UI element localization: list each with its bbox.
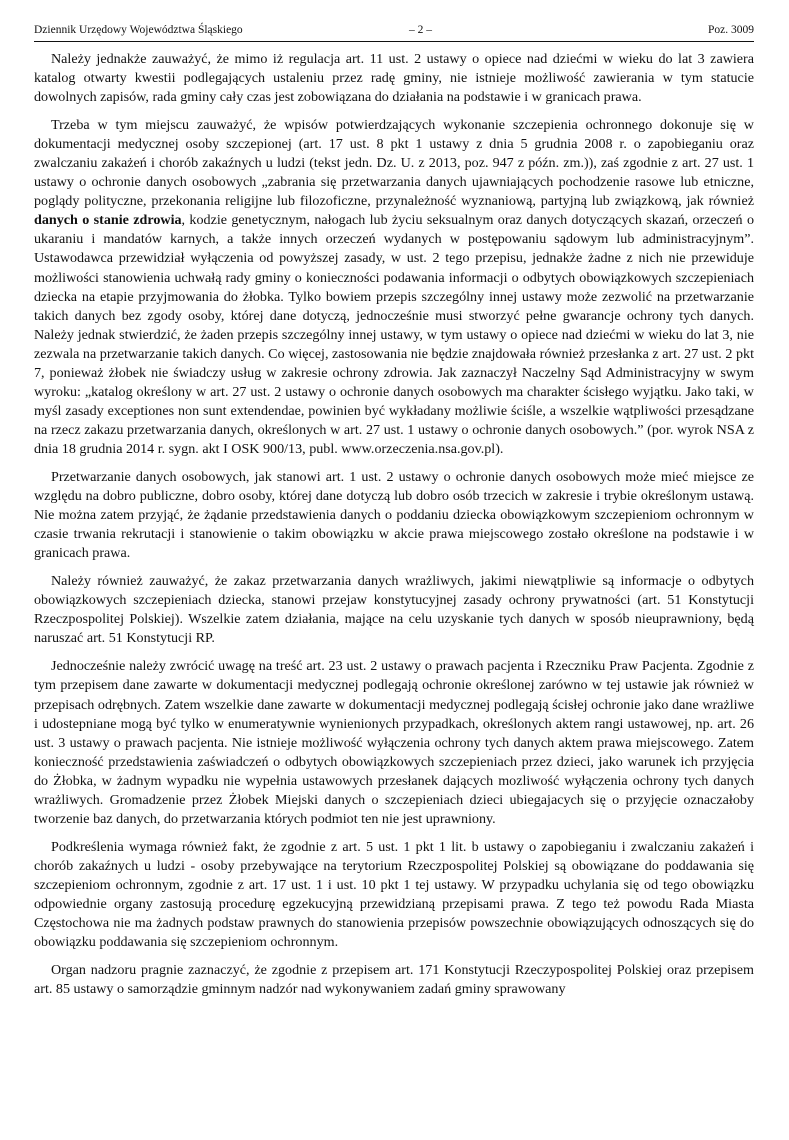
paragraph-5: Jednocześnie należy zwrócić uwagę na treść art. 23 ust. 2 ustawy o prawach pacjenta i Rzeczniku Praw Pacjenta. Zgodnie z tym przepisem dane zawarte w dokumentacji medycznej podlegają ochronie określonej zarówno w tej ustawie jak również w przepisach odrębnych. Zatem wszelkie dane zawarte w dokumentacji medycznej podlegają ścisłej ochronie jako dane wrażliwe i udostepniane mogą być tylko w enumeratywnie wynienionych przypadkach, określonych aktem rangi ustawowej, np. art. 26 ust. 3 ustawy o prawach pacjenta. Nie istnieje możliwość wyłączenia ochrony tych danych aktem prawa miejscowego. Zatem konieczność przedstawienia zaświadczeń o odbytych obowiązkowych szczepieniach przez dzieci, jako warunek ich przyjęcia do Żłobka, w żadnym wypadku nie wypełnia ustawowych przesłanek dających mozliwość wyłączenia ochrony tych danych wrażliwych. Gromadzenie przez Żłobek Miejski danych o szczepieniach dzieci ubiegajacych się o przyjęcie oznaczałoby tworzenie baz danych, do przetwarzania których podmiot ten nie jest uprawniony. — [34, 658, 754, 827]
paragraph-1: Należy jednakże zauważyć, że mimo iż regulacja art. 11 ust. 2 ustawy o opiece nad dziećmi w wieku do lat 3 zawiera katalog otwarty kwestii podlegających ustaleniu przez radę gminy, nie istnieje możliwość zawierania w tym statucie dowolnych zapisów, rada gminy cały czas jest zobowiązana do działania na podstawie i w granicach prawa. — [34, 51, 754, 106]
paragraph-3: Przetwarzanie danych osobowych, jak stanowi art. 1 ust. 2 ustawy o ochronie danych osobowych może mieć miejsce ze względu na dobro publiczne, dobro osoby, której dane dotyczą lub dobro osób trzecich w zakresie i trybie określonym ustawą. Nie można zatem przyjąć, że żądanie przedstawienia danych o poddaniu dziecka obowiązkowym szczepieniom ochronnym w czasie trwania rekrutacji i stanowienie o takim obowiązku w akcie prawa miejscowego zostało określone na podstawie i w granicach prawa. — [34, 468, 754, 562]
paragraph-2-part-2: , kodzie genetycznym, nałogach lub życiu seksualnym oraz danych dotyczących skazań, orzeczeń o ukaraniu i mandatów karnych, a także innych orzeczeń wydanych w postępowaniu sądowym lub administracyjnym”. Ustawodawca przewidział wyłączenia od powyższej zasady, w ust. 2 tego przepisu, jednakże żadne z nich nie przewiduje możliwości stanowienia uchwałą rady gminy o konieczności podawania informacji o odbytych obowiązkowych szczepieniach dziecka na etapie przyjmowania do żłobka. Tylko bowiem przepis szczególny innej ustawy może zezwolić na przetwarzanie takich danych bez zgody osoby, której dane dotyczą, jednocześnie musi stworzyć pełne gwarancje ochrony tych danych. Należy jednak stwierdzić, że żaden przepis szczególny innej ustawy, w tym ustawy o opiece nad dziećmi w wieku do lat 3, nie zezwala na przetwarzanie takich danych. Co więcej, zastosowania nie będzie znajdowała również przesłanka z art. 27 ust. 2 pkt 7, ponieważ żłobek nie świadczy usług w zakresie ochrony zdrowia. Jak zaznaczył Naczelny Sąd Administracyjny w swym wyroku: „katalog określony w art. 27 ust. 2 ustawy o ochronie danych osobowych ma charakter ścisłego wyjątku. Jako taki, w myśl zasady exceptiones non sunt extendendae, powinien być wykładany możliwie ściśle, a wszelkie wątpliwości przesądzane na rzecz zakazu przetwarzania danych, określonych w art. 27 ust. 1 ustawy o ochronie danych osobowych.” (por. wyrok NSA z dnia 18 grudnia 2014 r. sygn. akt I OSK 900/13, publ. www.orzeczenia.nsa.gov.pl). — [34, 212, 754, 457]
page-header — [34, 21, 754, 42]
page-number: – 2 – — [409, 24, 432, 36]
paragraph-2 — [34, 116, 754, 459]
position-number: Poz. 3009 — [708, 24, 754, 36]
paragraph-2-part-1: Trzeba w tym miejscu zauważyć, że wpisów potwierdzających wykonanie szczepienia ochronnego dokonuje się w dokumentacji medycznej osoby szczepionej (art. 17 ust. 8 pkt 1 ustawy z dnia 5 grudnia 2008 r. o zapobieganiu oraz zwalczaniu zakażeń i chorób zakaźnych u ludzi (tekst jedn. Dz. U. z 2013, poz. 947 z późn. zm.)), zaś zgodnie z art. 27 ust. 1 ustawy o ochronie danych osobowych „zabrania się przetwarzania danych ujawniających pochodzenie rasowe lub etniczne, poglądy polityczne, przekonania religijne lub filozoficzne, przynależność wyznaniową, partyjną lub związkową, jak również — [34, 117, 754, 210]
paragraph-4: Należy również zauważyć, że zakaz przetwarzania danych wrażliwych, jakimi niewątpliwie są informacje o odbytych obowiązkowych szczepieniach dziecka, stanowi przejaw konstytucyjnej zasady ochrony prywatności (art. 51 Konstytucji Rzeczpospolitej Polskiej). Wszelkie zatem działania, mające na celu uzyskanie tych danych w sposób nieuprawniony, będą naruszać art. 51 Konstytucji RP. — [34, 573, 754, 647]
document-body — [34, 50, 754, 1008]
emphasis-health-data: danych o stanie zdrowia — [34, 212, 182, 229]
journal-title: Dziennik Urzędowy Województwa Śląskiego — [34, 24, 243, 36]
paragraph-7: Organ nadzoru pragnie zaznaczyć, że zgodnie z przepisem art. 171 Konstytucji Rzeczypospolitej Polskiej oraz przepisem art. 85 ustawy o samorządzie gminnym nadzór nad wykonywaniem zadań gminy sprawowany — [34, 962, 754, 998]
paragraph-6: Podkreślenia wymaga również fakt, że zgodnie z art. 5 ust. 1 pkt 1 lit. b ustawy o zapobieganiu i zwalczaniu zakażeń i chorób zakaźnych u ludzi - osoby przebywające na terytorium Rzeczpospolitej Polskiej są obowiązane do poddawania się szczepieniom ochronnym, zgodnie z art. 17 ust. 1 i ust. 10 pkt 1 tej ustawy. W przypadku uchylania się od tego obowiązku odpowiednie organy zastosują procedurę egzekucyjną przewidzianą przepisami prawa. Z tego też powodu Rada Miasta Częstochowa nie ma żadnych podstaw prawnych do stanowienia przepisów powszechnie obowiązujących odnoszących się do obowiązku poddawania się szczepieniom ochronnym. — [34, 838, 754, 951]
